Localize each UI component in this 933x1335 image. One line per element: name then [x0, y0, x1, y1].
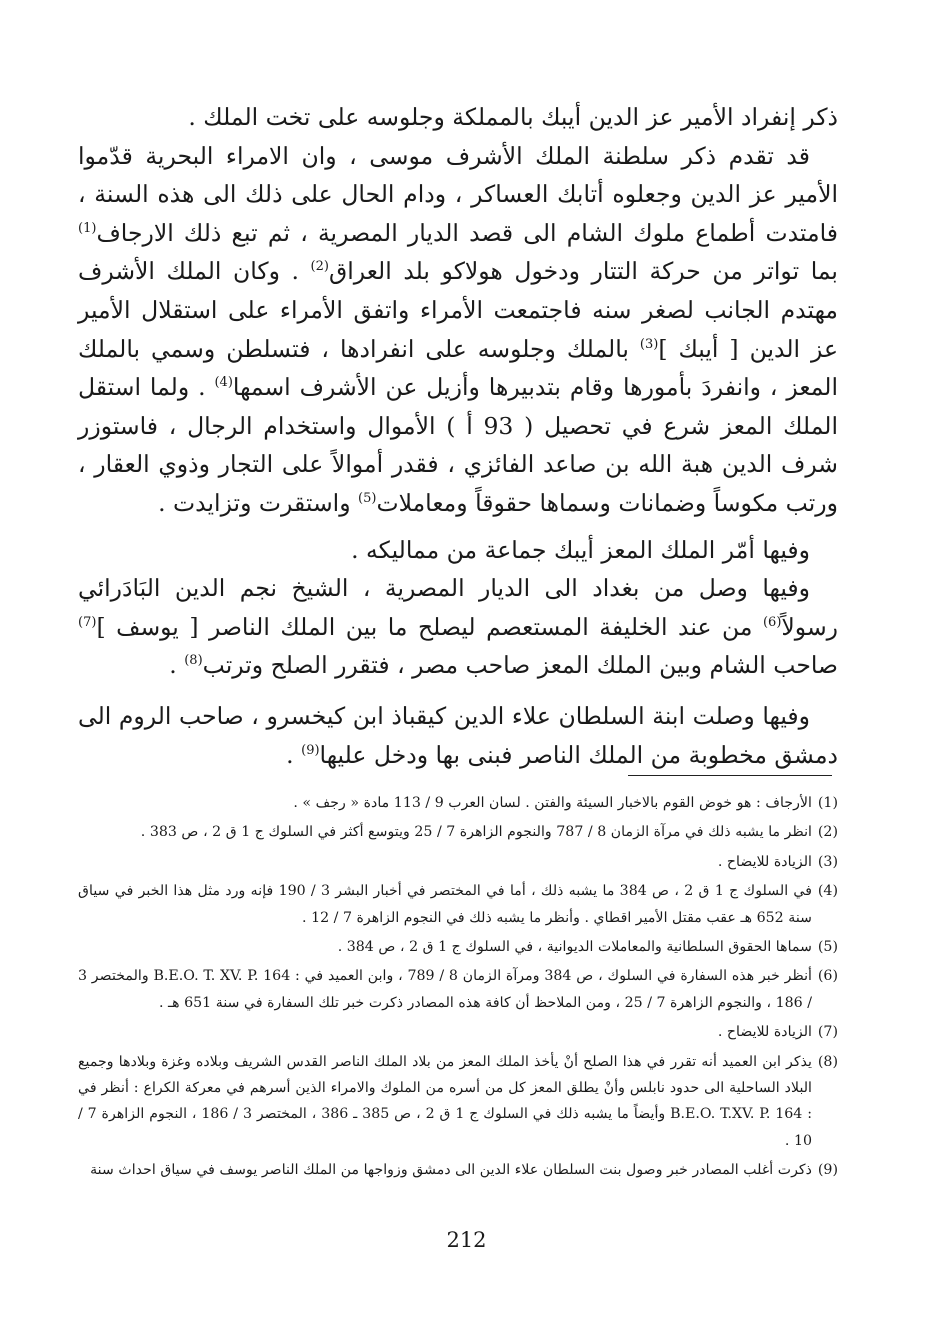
text-run: من عند الخليفة المستعصم ليصلح ما بين الملك الناصر [ يوسف ] — [96, 612, 763, 641]
footnote-ref[interactable]: (5) — [358, 491, 377, 507]
footnote — [78, 819, 838, 845]
footnote — [78, 934, 838, 960]
footnote-text: الأرجاف : هو خوض القوم بالاخبار السيئة والفتن . لسان العرب 9 / 113 مادة « رجف » . — [293, 795, 812, 811]
footnote-text: انظر ما يشبه ذلك في مرآة الزمان 8 / 787 والنجوم الزاهرة 7 / 25 ويتوسع أكثر في السلوك ج 1 ق 2 ، ص 383 . — [140, 824, 812, 841]
footnote-text: في السلوك ج 1 ق 2 ، ص 384 ما يشبه ذلك ، أما في المختصر في أخبار البشر 3 / 190 فإنه ورد مثل هذا الخبر في سياق سنة 652 هـ عقب مقتل الأمير اقطاي . وأنظر ما يشبه ذلك في النجوم الزاهرة 7 / 12 . — [78, 883, 813, 926]
footnote — [78, 1049, 838, 1155]
footnote-number: (2) — [817, 824, 838, 841]
section-heading: ذكر إنفراد الأمير عز الدين أيبك بالمملكة وجلوسه على تخت الملك . — [188, 103, 838, 131]
text-run: بما تواتر من حركة التتار ودخول هولاكو بلد العراق — [328, 257, 838, 286]
paragraph-4 — [78, 697, 838, 774]
footnote-ref[interactable]: (9) — [301, 742, 320, 758]
footnotes — [78, 790, 838, 1187]
page-number: 212 — [446, 1228, 487, 1252]
footnote-number: (3) — [817, 853, 838, 870]
footnote-ref[interactable]: (2) — [310, 259, 329, 275]
footnote-number: (7) — [817, 1024, 838, 1041]
footnote — [78, 1019, 838, 1045]
footnote-ref[interactable]: (4) — [214, 375, 233, 391]
footnote-number: (4) — [817, 883, 838, 900]
footnote — [78, 1157, 838, 1183]
paragraph-1 — [78, 137, 838, 523]
footnote-number: (8) — [817, 1053, 838, 1070]
footnote-text: ذكرت أغلب المصادر خبر وصول بنت السلطان علاء الدين الى دمشق وزواجها من الملك الناصر يوسف في سياق احداث سنة — [90, 1162, 812, 1179]
footnote-number: (1) — [817, 795, 838, 811]
footnote — [78, 963, 838, 1016]
main-text — [78, 98, 838, 774]
text-run: قد تقدم ذكر سلطنة الملك الأشرف موسى ، وان الامراء البحرية قدّموا الأمير عز الدين وجعلوه أتابك العساكر ، ودام الحال على ذلك الى هذه السنة ، فامتدت أطماع ملوك الشام الى قصد الديار المصرية ، ثم تبع ذلك الارجاف — [78, 141, 838, 247]
footnote-text: أنظر خبر هذه السفارة في السلوك ، ص 384 ومرآة الزمان 8 / 789 ، وابن العميد في : B.E.O. T. XV. P. 164 والمختصر 3 / 186 ، والنجوم الزاهرة 7 / 25 ، ومن الملاحظ أن كافة هذه المصادر ذكرت خبر تلك السفارة في سنة 651 هـ . — [78, 968, 812, 1011]
text-run: بالملك وجلوسه على انفرادها ، فتسلطن وسمي بالملك المعز ، وانفردَ بأمورها وقام بتدبيرها وأزيل عن الأشرف اسمها — [78, 334, 838, 402]
paragraph-2: وفيها أمّر الملك المعز أيبك جماعة من مماليكه . — [351, 535, 810, 564]
footnote-text: الزيادة للايضاح . — [717, 1024, 812, 1041]
text-run: صاحب الشام وبين الملك المعز صاحب مصر ، فتقرر الصلح وترتب — [202, 651, 838, 680]
footnote-ref[interactable]: (6) — [762, 614, 782, 630]
footnote-text: يذكر ابن العميد أنه تقرر في هذا الصلح أنْ يأخذ الملك المعز من بلاد الملك الناصر القدس الشريف وبلاده وغزة وبلادها وجميع البلاد الساحلية الى حدود نابلس وأنْ يطلق المعز كل من أسره من الملوك والامراء الذين أسرهم في معركة الكراع : أنظر في : B.E.O. T.XV. P. 164 وأيضاً ما يشبه ذلك في السلوك ج 1 ق 2 ، ص 385 ـ 386 ، المختصر 3 / 186 ، النجوم الزاهرة 7 / 10 . — [78, 1053, 812, 1149]
footnote-separator — [628, 775, 832, 776]
footnote-number: (5) — [817, 939, 838, 956]
text-run: . — [286, 740, 302, 769]
footnote-ref[interactable]: (1) — [78, 220, 97, 236]
footnote — [78, 849, 838, 875]
text-run: . ولما استقل الملك المعز شرع في تحصيل ( 93 أ ) الأموال واستخدام الرجال ، فاستوزر شرف الدين هبة الله بن صاعد الفائزي ، فقدر أموالاً على التجار وذوي العقار ، ورتب مكوساً وضمانات وسماها حقوقاً ومعاملات — [78, 373, 838, 517]
footnote-ref[interactable]: (3) — [639, 336, 659, 352]
text-run: وفيها وصلت ابنة السلطان علاء الدين كيقباذ ابن كيخسرو ، صاحب الروم الى دمشق مخطوبة من الملك الناصر فبنى بها ودخل عليها — [78, 701, 838, 769]
paragraph-3 — [78, 569, 838, 685]
footnote-ref[interactable]: (8) — [184, 653, 203, 669]
footnote-number: (6) — [817, 968, 838, 985]
text-run: . — [169, 651, 185, 680]
footnote — [78, 790, 838, 816]
footnote-number: (9) — [817, 1162, 838, 1179]
text-run: وفيها وصل من بغداد الى الديار المصرية ، الشيخ نجم الدين البَادَرائي رسولاً — [78, 574, 838, 641]
footnote-text: الزيادة للايضاح . — [717, 853, 812, 870]
text-run: واستقرت وتزايدت . — [158, 488, 359, 517]
text-run: . وكان الملك الأشرف مهتدم الجانب لصغر سنه فاجتمعت الأمراء واتفق الأمراء على استقلال الأمير عز الدين [ أيبك ] — [78, 257, 838, 363]
footnote-ref[interactable]: (7) — [78, 614, 97, 630]
footnote-text: سماها الحقوق السلطانية والمعاملات الديوانية ، في السلوك ج 1 ق 2 ، ص 384 . — [337, 939, 812, 956]
footnote — [78, 878, 838, 931]
